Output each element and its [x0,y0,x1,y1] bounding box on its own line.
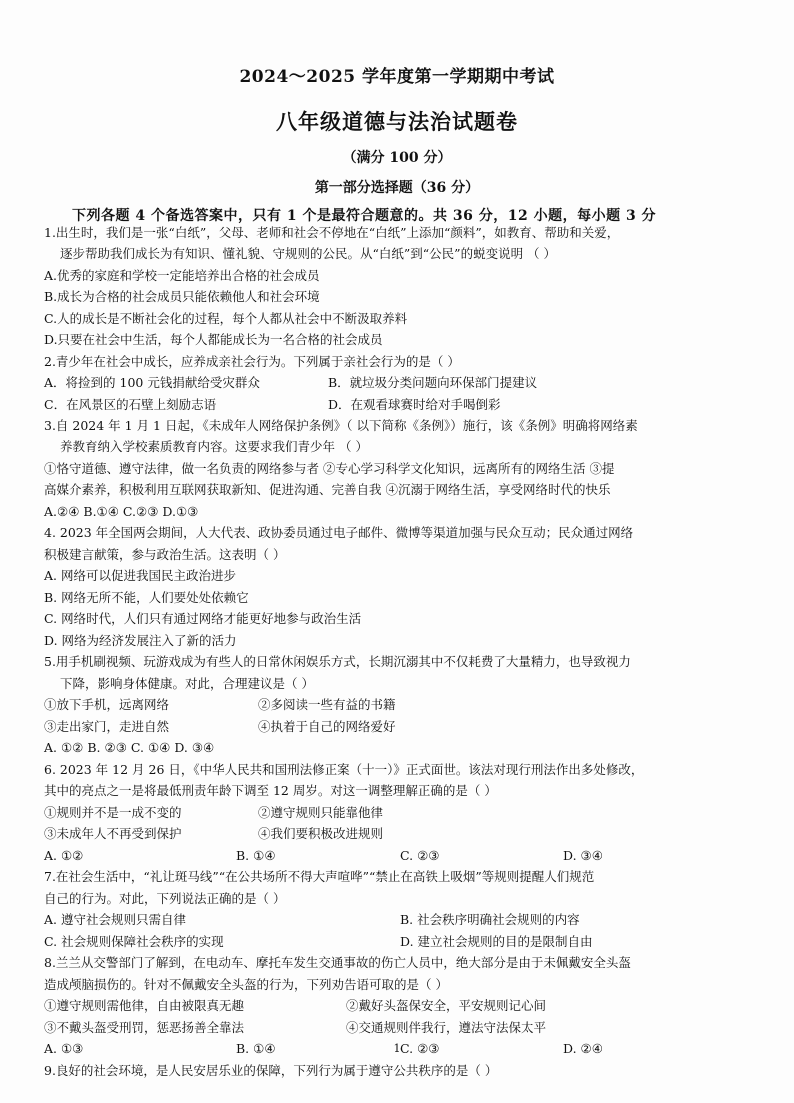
question-line: C. 社会规则保障社会秩序的实现 [44,934,224,949]
question-line: ②遵守规则只能靠他律 [258,805,384,820]
question-line: D. ③④ [563,848,603,863]
question-line: B.成长为合格的社会成员只能依赖他人和社会环境 [44,289,320,304]
question-line: A. ①② B. ②③ C. ①④ D. ③④ [44,740,215,755]
question-line: 7.在社会生活中，“礼让斑马线”“在公共场所不得大声喧哗”“禁止在高铁上吸烟”等规则提醒人们规范 [44,869,595,884]
question-line: 自己的行为。对此，下列说法正确的是（ ） [44,891,286,906]
question-line: D. 建立社会规则的目的是限制自由 [400,934,593,949]
question-line: C．在风景区的石壁上刻励志语 [44,397,217,412]
question-line: ③走出家门，走进自然 [44,719,170,734]
question-line: ①放下手机，远离网络 [44,697,170,712]
question-line: 养教育纳入学校素质教育内容。这要求我们青少年 （ ） [60,439,368,454]
question-line: C.人的成长是不断社会化的过程，每个人都从社会中不断汲取养料 [44,311,408,326]
section-heading: 第一部分选择题（36 分） [314,180,480,196]
question-line: B. ①④ [236,1041,276,1056]
instructions: 下列各题 4 个备选答案中，只有 1 个是最符合题意的。共 36 分，12 小题，每小题 3 分 [72,208,657,224]
question-line: 8.兰兰从交警部门了解到，在电动车、摩托车发生交通事故的伤亡人员中，绝大部分是由于未佩戴安全头盔 [44,955,631,970]
question-line: A．将捡到的 100 元钱捐献给受灾群众 [44,375,260,390]
question-line: A. ①② [44,848,84,863]
question-line: 逐步帮助我们成长为有知识、懂礼貌、守规则的公民。从“白纸”到“公民”的蜕变说明 （ ） [60,246,557,261]
question-line: 造成颅脑损伤的。针对不佩戴安全头盔的行为，下列劝告语可取的是（ ） [44,977,448,992]
question-line: D.只要在社会中生活，每个人都能成长为一名合格的社会成员 [44,332,383,347]
question-line: ④我们要积极改进规则 [258,826,384,841]
question-line: ④执着于自己的网络爱好 [258,719,396,734]
exam-title: 2024～2025 学年度第一学期期中考试 [239,67,555,87]
full-score: （满分 100 分） [342,150,452,166]
question-line: A.②④ B.①④ C.②③ D.①③ [44,504,199,519]
exam-subtitle: 八年级道德与法治试题卷 [276,109,518,134]
question-line: 5.用手机刷视频、玩游戏成为有些人的日常休闲娱乐方式，长期沉溺其中不仅耗费了大量精力，也导致视力 [44,654,631,669]
question-line: ②多阅读一些有益的书籍 [258,697,396,712]
question-line: ③不戴头盔受刑罚，惩恶扬善全靠法 [44,1020,245,1035]
question-line: B．就垃圾分类问题向环保部门提建议 [328,375,538,390]
question-line: D. 网络为经济发展注入了新的活力 [44,633,237,648]
question-line: ④交通规则伴我行，遵法守法保太平 [346,1020,547,1035]
page-number: 1 [393,1042,401,1055]
question-line: 其中的亮点之一是将最低刑责年龄下调至 12 周岁。对这一调整理解正确的是（ ） [44,783,497,798]
question-line: C. ②③ [400,1041,440,1056]
question-line: 2.青少年在社会中成长，应养成亲社会行为。下列属于亲社会行为的是（ ） [44,354,460,369]
question-line: ③未成年人不再受到保护 [44,826,182,841]
question-line: 高媒介素养，积极利用互联网获取新知、促进沟通、完善自我 ④沉溺于网络生活，享受网络时代的快乐 [44,482,611,497]
question-line: 6. 2023 年 12 月 26 日，《中华人民共和国刑法修正案（十一）》正式面世。该法对现行刑法作出多处修改， [44,762,644,777]
question-line: 积极建言献策，参与政治生活。这表明（ ） [44,547,286,562]
question-line: ①恪守道德、遵守法律，做一名负责的网络参与者 ②专心学习科学文化知识，远离所有的网络生活 ③提 [44,461,615,476]
question-line: B. 网络无所不能，人们要处处依赖它 [44,590,249,605]
question-line: C. 网络时代，人们只有通过网络才能更好地参与政治生活 [44,611,362,626]
question-line: D. ②④ [563,1041,603,1056]
question-line: 1.出生时，我们是一张“白纸”，父母、老师和社会不停地在“白纸”上添加“颜料”，如教育、帮助和关爱， [44,225,620,240]
question-line: ②戴好头盔保安全，平安规则记心间 [346,998,547,1013]
question-line: A. 遵守社会规则只需自律 [44,912,186,927]
question-line: B. ①④ [236,848,276,863]
question-line: 下降，影响身体健康。对此，合理建议是（ ） [60,676,314,691]
question-line: 4. 2023 年全国两会期间，人大代表、政协委员通过电子邮件、微博等渠道加强与民众互动；民众通过网络 [44,525,634,540]
question-line: 9.良好的社会环境，是人民安居乐业的保障，下列行为属于遵守公共秩序的是（ ） [44,1063,498,1078]
question-line: ①遵守规则需他律，自由被限真无趣 [44,998,245,1013]
question-line: A. ①③ [44,1041,84,1056]
question-line: 3.自 2024 年 1 月 1 日起，《未成年人网络保护条例》（ 以下简称《条例》）施行，该《条例》明确将网络素 [44,418,638,433]
question-line: ①规则并不是一成不变的 [44,805,182,820]
question-line: D．在观看球赛时给对手喝倒彩 [328,397,501,412]
question-line: A.优秀的家庭和学校一定能培养出合格的社会成员 [44,268,320,283]
question-line: C. ②③ [400,848,440,863]
question-line: A. 网络可以促进我国民主政治进步 [44,568,236,583]
question-line: B. 社会秩序明确社会规则的内容 [400,912,580,927]
